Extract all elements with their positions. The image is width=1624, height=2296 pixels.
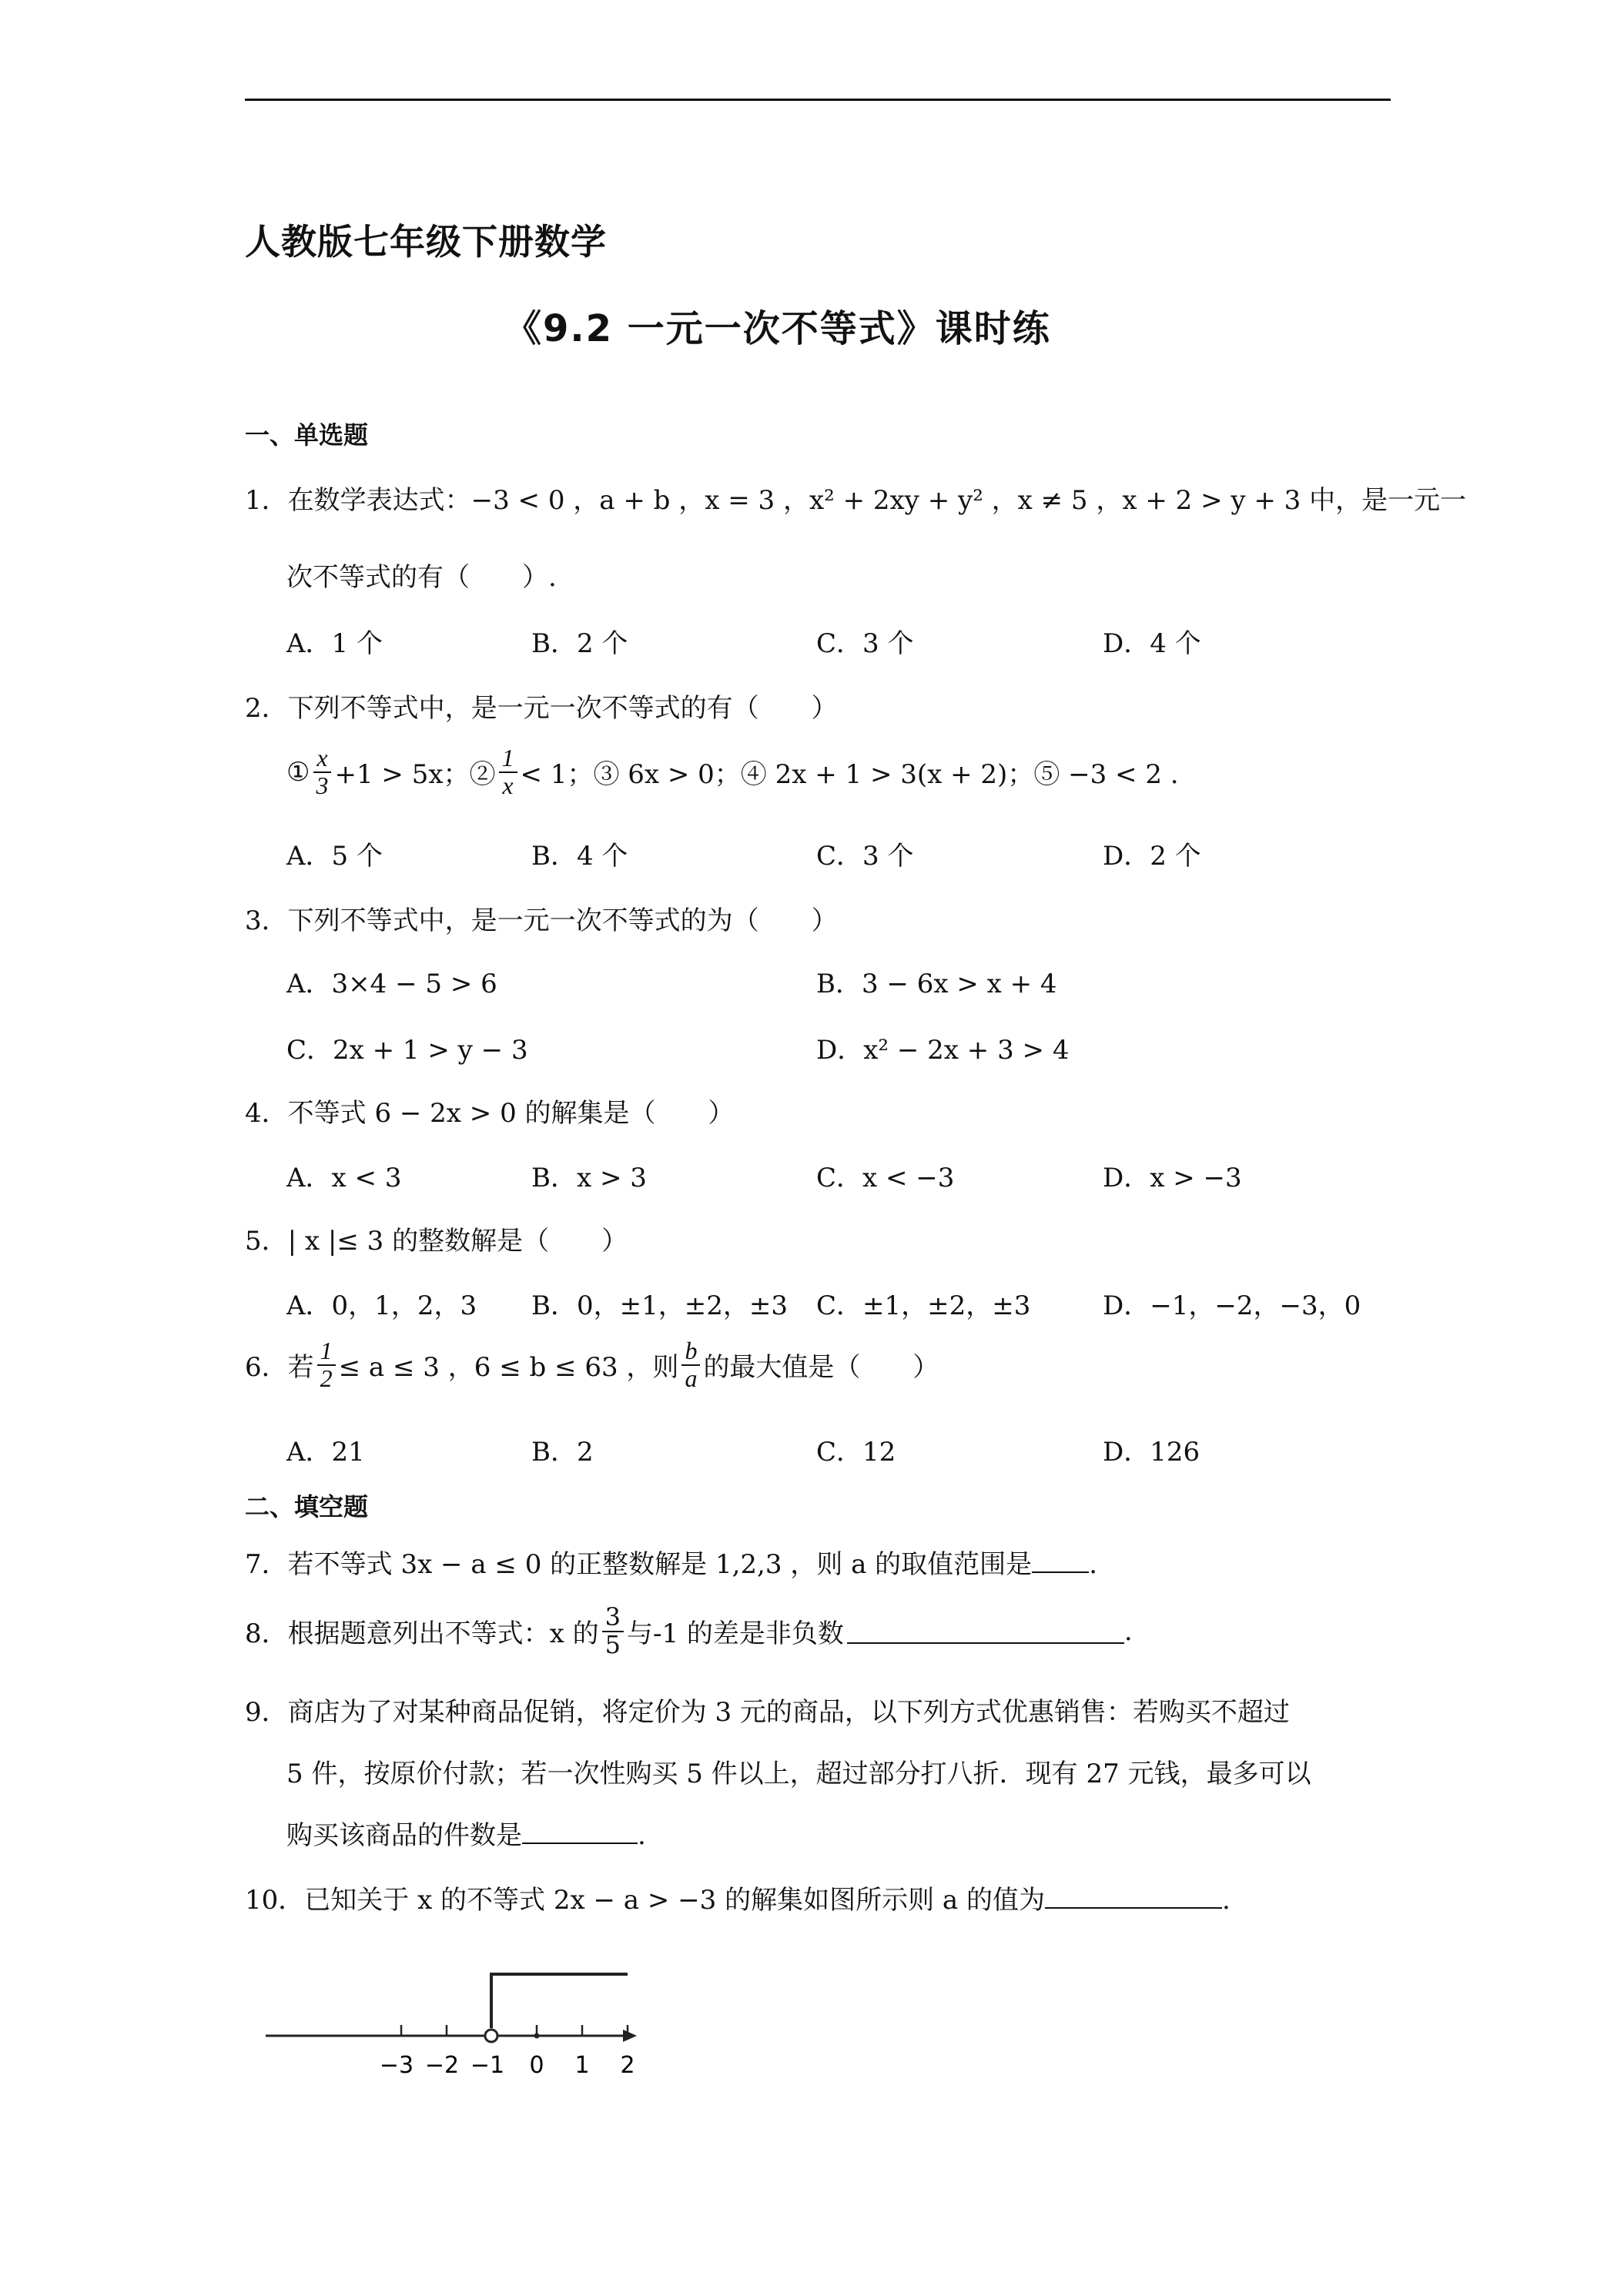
tick-label-0: 0 [529,2052,544,2079]
number-line-figure [266,1948,651,2087]
document-subtitle: 《9.2 一元一次不等式》课时练 [504,307,1051,350]
q7-line [245,1543,1097,1581]
q8-fraction-three-fifths [602,1602,624,1659]
q9-end: . [638,1820,646,1851]
q2-stem: 2．下列不等式中，是一元一次不等式的有（ ） [245,693,838,724]
q6-fraction2-denominator: a [685,1364,698,1392]
q6-fraction-one-half [317,1338,336,1391]
q2-option-a[interactable]: A．5 个 [286,841,383,872]
open-circle-boundary [485,2030,497,2042]
q5-option-d[interactable]: D．−1，−2，−3，0 [1103,1290,1361,1321]
q2-option-b[interactable]: B．4 个 [531,841,628,872]
q2-option-d[interactable]: D．2 个 [1103,841,1201,872]
q2-item2-numerator: 1 [499,745,517,773]
q1-option-b[interactable]: B．2 个 [531,628,628,659]
q3-option-c[interactable]: C．2x + 1 > y − 3 [286,1035,528,1066]
q4-stem: 4．不等式 6 − 2x > 0 的解集是（ ） [245,1098,735,1129]
q6-middle: ≤ a ≤ 3 ，6 ≤ b ≤ 63 ，则 [338,1352,679,1384]
q8-line [245,1602,1133,1659]
q1-option-c[interactable]: C．3 个 [816,628,914,659]
q2-option-c[interactable]: C．3 个 [816,841,914,872]
q4-option-d[interactable]: D．x > −3 [1103,1163,1242,1193]
q10-end: . [1221,1885,1231,1916]
q9-line3-text: 购买该商品的件数是 [286,1820,522,1851]
q7-answer-blank[interactable] [1032,1548,1089,1573]
q7-end: . [1089,1549,1097,1580]
q6-option-d[interactable]: D．126 [1103,1437,1200,1468]
q2-item2-rest: < 1；③ 6x > 0；④ 2x + 1 > 3(x + 2)；⑤ −3 < 2 . [520,759,1179,791]
q9-line2: 5 件，按原价付款；若一次性购买 5 件以上，超过部分打八折．现有 27 元钱，最多可以 [286,1759,1311,1789]
q3-option-b[interactable]: B．3 − 6x > x + 4 [816,969,1057,999]
section-title-single-choice: 一、单选题 [245,420,369,450]
q3-option-d[interactable]: D．x² − 2x + 3 > 4 [816,1035,1070,1066]
q9-answer-blank[interactable] [522,1819,638,1844]
q6-suffix: 的最大值是（ ） [703,1352,939,1384]
q6-stem [245,1338,939,1391]
q7-text: 7．若不等式 3x − a ≤ 0 的正整数解是 1,2,3 ，则 a 的取值范围是 [245,1549,1033,1580]
document-title: 人教版七年级下册数学 [245,221,607,263]
q3-stem: 3．下列不等式中，是一元一次不等式的为（ ） [245,905,838,936]
tick-label-1: 1 [574,2052,590,2079]
q6-prefix: 6．若 [245,1352,314,1384]
q1-stem-line1: 1．在数学表达式：−3 < 0 ，a + b ，x = 3 ，x² + 2xy + y² ，x ≠ 5 ，x + 2 > y + 3 中，是一元一 [245,485,1467,516]
tick-label-minus-2: −2 [424,2052,460,2079]
q6-fraction1-numerator: 1 [317,1338,336,1366]
q1-option-a[interactable]: A．1 个 [286,628,383,659]
q8-answer-blank[interactable] [847,1619,1124,1644]
q6-option-b[interactable]: B．2 [531,1437,594,1468]
solution-set-bracket [491,1974,628,2028]
tick-label-minus-1: −1 [470,2052,505,2079]
q6-option-a[interactable]: A．21 [286,1437,365,1468]
header-rule [245,99,1391,101]
q2-item1-denominator: 3 [316,771,329,799]
q2-item1-numerator: x [313,745,330,773]
q4-option-a[interactable]: A．x < 3 [286,1163,402,1193]
q4-option-c[interactable]: C．x < −3 [816,1163,955,1193]
q10-text: 10．已知关于 x 的不等式 2x − a > −3 的解集如图所示则 a 的值为 [245,1885,1045,1916]
q4-option-b[interactable]: B．x > 3 [531,1163,647,1193]
q6-fraction1-denominator: 2 [320,1364,333,1392]
q8-fraction-numerator: 3 [602,1605,624,1632]
q6-fraction2-numerator: b [681,1338,700,1366]
q5-option-b[interactable]: B．0，±1，±2，±3 [531,1290,788,1321]
q5-option-a[interactable]: A．0，1，2，3 [286,1290,477,1321]
q3-option-a[interactable]: A．3×4 − 5 > 6 [286,969,497,999]
q6-fraction-b-over-a [681,1338,700,1391]
origin-dot [534,2033,540,2039]
q8-prefix: 8．根据题意列出不等式：x 的 [245,1618,599,1650]
q1-option-d[interactable]: D．4 个 [1103,628,1201,659]
q10-answer-blank[interactable] [1045,1884,1222,1909]
q9-line1: 9．商店为了对某种商品促销，将定价为 3 元的商品，以下列方式优惠销售：若购买不超过 [245,1697,1290,1728]
tick-label-2: 2 [620,2052,635,2079]
q10-line [245,1879,1231,1916]
q2-item1-marker: ① [286,756,310,788]
q8-end: . [1123,1615,1133,1647]
q2-items [286,745,1179,798]
q6-option-c[interactable]: C．12 [816,1437,896,1468]
q2-item2-fraction [499,745,517,798]
q2-item1-fraction [313,745,331,798]
q8-suffix: 与-1 的差是非负数 [626,1618,844,1650]
q9-line3 [286,1814,646,1852]
q5-option-c[interactable]: C．±1，±2，±3 [816,1290,1031,1321]
q8-fraction-denominator: 5 [604,1629,621,1659]
number-line-arrow [623,2030,637,2042]
tick-label-minus-3: −3 [379,2052,414,2079]
q1-stem-line2: 次不等式的有（ ）. [286,562,557,593]
q2-item2-denominator: x [502,771,514,799]
section-title-fill-in: 二、填空题 [245,1492,369,1521]
q2-item1-rest: +1 > 5x；② [334,759,496,791]
q5-stem: 5．| x |≤ 3 的整数解是（ ） [245,1226,628,1257]
